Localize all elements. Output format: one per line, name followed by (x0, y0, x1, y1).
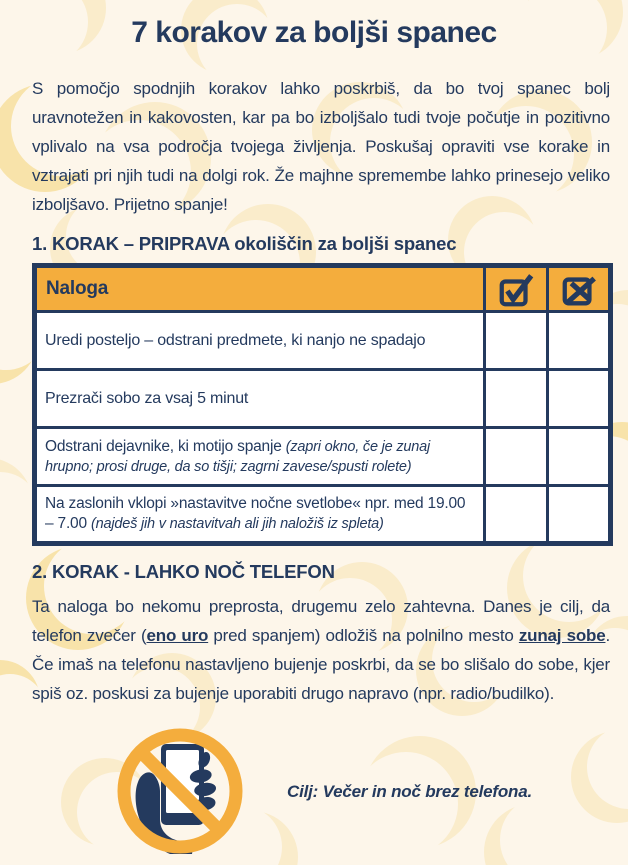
step2-paragraph (32, 592, 610, 708)
done-column-header (485, 266, 548, 312)
step2-text-1: Ta naloga bo nekomu preprosta, drugemu zelo zahtevna. Danes je cilj, da telefon zvečer ( (32, 597, 610, 645)
page-title: 7 korakov za boljši spanec (131, 16, 497, 49)
checklist-row-2 (35, 370, 611, 428)
done-checkbox-cell (485, 486, 548, 544)
checklist-row-4 (35, 486, 611, 544)
task-cell: Prezrači sobo za vsaj 5 minut (35, 370, 485, 428)
not-done-checkbox-cell (548, 312, 611, 370)
task-cell: Na zaslonih vklopi »nastavitve nočne svetlobe« npr. med 19.00 – 7.00 (najdeš jih v nastavitvah ali jih naložiš iz spleta) (35, 486, 485, 544)
step2-emphasis-zunaj-sobe: zunaj sobe (518, 626, 606, 645)
step2-text-2: pred spanjem) odložiš na polnilno mesto (208, 626, 519, 645)
not-done-checkbox-cell (548, 486, 611, 544)
step2-heading: 2. KORAK - LAHKO NOČ TELEFON (32, 561, 335, 582)
step2-text-3: . Če imaš na telefonu nastavljeno bujenje poskrbi, da se bo slišalo do sobe, kjer spiš oz. poskusi za bujenje uporabiti drugo napravo (npr. radio/budilko). (32, 626, 610, 703)
not-done-column-header (548, 266, 611, 312)
goal-text: Cilj: Večer in noč brez telefona. (287, 782, 532, 801)
not-done-checkbox-cell (548, 428, 611, 486)
task-cell: Uredi posteljo – odstrani predmete, ki nanjo ne spadajo (35, 312, 485, 370)
task-cell: Odstrani dejavnike, ki motijo spanje (zapri okno, če je zunaj hrupno; prosi druge, da so tišji; zagrni zavese/spusti rolete) (35, 428, 485, 486)
checklist-header-row (35, 266, 611, 312)
checklist-row-3 (35, 428, 611, 486)
done-checkbox-cell (485, 312, 548, 370)
done-checkbox-cell (485, 428, 548, 486)
checkbox-checked-icon (497, 271, 535, 309)
not-done-checkbox-cell (548, 370, 611, 428)
task-column-header: Naloga (35, 266, 485, 312)
step2-emphasis-eno-uro: eno uro (146, 626, 209, 645)
no-phone-icon-svg (112, 723, 248, 859)
step1-heading: 1. KORAK – PRIPRAVA okoliščin za boljši spanec (32, 233, 457, 254)
checklist-row-1 (35, 312, 611, 370)
step1-checklist-table (32, 263, 613, 546)
intro-paragraph: S pomočjo spodnjih korakov lahko poskrbiš, da bo tvoj spanec bolj uravnotežen in kakovosten, kar pa bo izboljšalo tudi tvoje počutje in pozitivno vplivalo na vsa področja tvojega življenja. Poskušaj opraviti vse korake in vztrajati pri njih tudi na dolgi rok. Že majhne spremembe lahko prinesejo veliko izboljšavo. Prijetno spanje! (32, 79, 610, 214)
no-phone-icon (112, 723, 248, 859)
checkbox-crossed-icon (560, 271, 598, 309)
done-checkbox-cell (485, 370, 548, 428)
